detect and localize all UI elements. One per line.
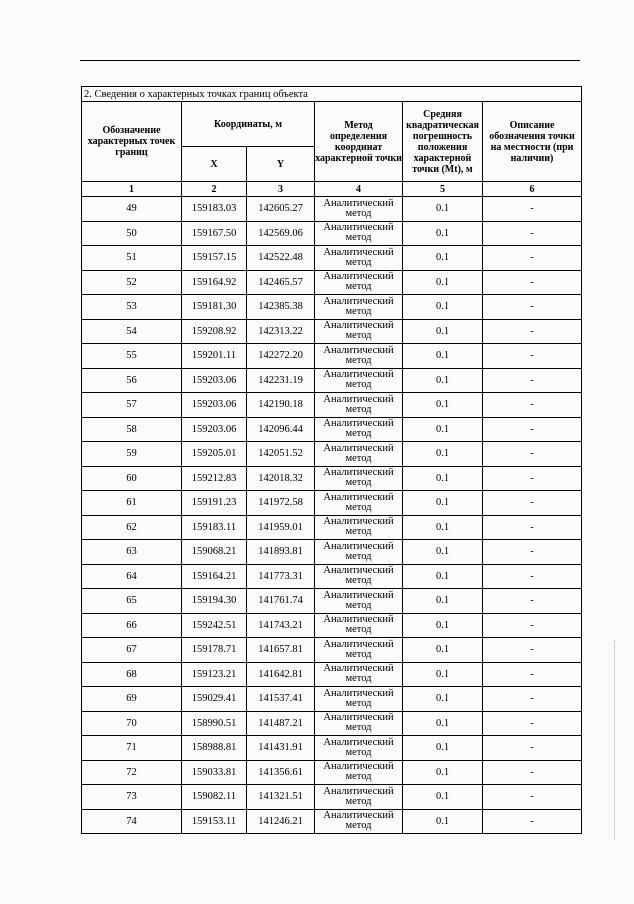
y-coordinate-cell: 142385.38 [247,295,315,320]
header-y: Y [247,147,315,182]
mean-error-cell: 0.1 [403,638,483,663]
method-cell: Аналитический метод [315,638,403,663]
table-row [82,491,582,516]
x-coordinate-cell: 159033.81 [182,760,247,785]
method-cell: Аналитический метод [315,687,403,712]
point-number-cell: 54 [82,319,182,344]
point-number-cell: 69 [82,687,182,712]
point-number-cell: 71 [82,736,182,761]
y-coordinate-cell: 142051.52 [247,442,315,467]
y-coordinate-cell: 142231.19 [247,368,315,393]
x-coordinate-cell: 159183.03 [182,197,247,222]
table-row [82,638,582,663]
header-x: X [182,147,247,182]
description-cell: - [483,417,582,442]
y-coordinate-cell: 142272.20 [247,344,315,369]
column-number: 6 [483,182,582,197]
table-row [82,711,582,736]
x-coordinate-cell: 159082.11 [182,785,247,810]
header-description: Описание обозначения точки на местности (при наличии) [483,102,582,182]
mean-error-cell: 0.1 [403,466,483,491]
y-coordinate-cell: 141356.61 [247,760,315,785]
mean-error-cell: 0.1 [403,662,483,687]
description-cell: - [483,246,582,271]
mean-error-cell: 0.1 [403,687,483,712]
mean-error-cell: 0.1 [403,785,483,810]
method-cell: Аналитический метод [315,589,403,614]
point-number-cell: 64 [82,564,182,589]
x-coordinate-cell: 159208.92 [182,319,247,344]
description-cell: - [483,319,582,344]
point-number-cell: 58 [82,417,182,442]
description-cell: - [483,687,582,712]
method-cell: Аналитический метод [315,613,403,638]
x-coordinate-cell: 158988.81 [182,736,247,761]
table-row [82,319,582,344]
description-cell: - [483,540,582,565]
mean-error-cell: 0.1 [403,540,483,565]
description-cell: - [483,760,582,785]
method-cell: Аналитический метод [315,393,403,418]
description-cell: - [483,515,582,540]
method-cell: Аналитический метод [315,344,403,369]
header-method: Метод определения координат характерной точки [315,102,403,182]
method-cell: Аналитический метод [315,197,403,222]
method-cell: Аналитический метод [315,809,403,834]
description-cell: - [483,711,582,736]
x-coordinate-cell: 159242.51 [182,613,247,638]
table-row [82,564,582,589]
method-cell: Аналитический метод [315,221,403,246]
point-number-cell: 63 [82,540,182,565]
header-coordinates: Координаты, м [182,102,315,147]
mean-error-cell: 0.1 [403,515,483,540]
description-cell: - [483,491,582,516]
table-row [82,613,582,638]
column-number: 2 [182,182,247,197]
y-coordinate-cell: 142465.57 [247,270,315,295]
table-row [82,221,582,246]
mean-error-cell: 0.1 [403,368,483,393]
table-row [82,466,582,491]
point-number-cell: 59 [82,442,182,467]
x-coordinate-cell: 159194.30 [182,589,247,614]
table-row [82,368,582,393]
point-number-cell: 52 [82,270,182,295]
x-coordinate-cell: 159203.06 [182,393,247,418]
point-number-cell: 55 [82,344,182,369]
y-coordinate-cell: 141487.21 [247,711,315,736]
method-cell: Аналитический метод [315,466,403,491]
description-cell: - [483,344,582,369]
y-coordinate-cell: 141537.41 [247,687,315,712]
point-number-cell: 60 [82,466,182,491]
mean-error-cell: 0.1 [403,319,483,344]
method-cell: Аналитический метод [315,491,403,516]
table-row [82,295,582,320]
x-coordinate-cell: 159205.01 [182,442,247,467]
boundary-points-table [81,86,582,834]
y-coordinate-cell: 141431.91 [247,736,315,761]
mean-error-cell: 0.1 [403,442,483,467]
description-cell: - [483,589,582,614]
mean-error-cell: 0.1 [403,809,483,834]
column-number: 5 [403,182,483,197]
description-cell: - [483,785,582,810]
x-coordinate-cell: 159178.71 [182,638,247,663]
method-cell: Аналитический метод [315,246,403,271]
point-number-cell: 74 [82,809,182,834]
description-cell: - [483,613,582,638]
y-coordinate-cell: 142605.27 [247,197,315,222]
column-number: 3 [247,182,315,197]
method-cell: Аналитический метод [315,442,403,467]
x-coordinate-cell: 158990.51 [182,711,247,736]
x-coordinate-cell: 159068.21 [182,540,247,565]
description-cell: - [483,638,582,663]
table-row [82,736,582,761]
header-error: Средняя квадратическая погрешность положения характерной точки (Mt), м [403,102,483,182]
description-cell: - [483,466,582,491]
point-number-cell: 65 [82,589,182,614]
point-number-cell: 61 [82,491,182,516]
y-coordinate-cell: 142018.32 [247,466,315,491]
method-cell: Аналитический метод [315,760,403,785]
mean-error-cell: 0.1 [403,295,483,320]
point-number-cell: 70 [82,711,182,736]
description-cell: - [483,295,582,320]
x-coordinate-cell: 159157.15 [182,246,247,271]
method-cell: Аналитический метод [315,662,403,687]
description-cell: - [483,809,582,834]
table-row [82,785,582,810]
table-row [82,344,582,369]
mean-error-cell: 0.1 [403,417,483,442]
point-number-cell: 57 [82,393,182,418]
method-cell: Аналитический метод [315,736,403,761]
x-coordinate-cell: 159029.41 [182,687,247,712]
mean-error-cell: 0.1 [403,613,483,638]
mean-error-cell: 0.1 [403,589,483,614]
x-coordinate-cell: 159212.83 [182,466,247,491]
y-coordinate-cell: 141321.51 [247,785,315,810]
mean-error-cell: 0.1 [403,393,483,418]
method-cell: Аналитический метод [315,540,403,565]
column-numbers-row [82,182,582,197]
y-coordinate-cell: 141773.31 [247,564,315,589]
table-row [82,442,582,467]
y-coordinate-cell: 141743.21 [247,613,315,638]
x-coordinate-cell: 159203.06 [182,368,247,393]
point-number-cell: 66 [82,613,182,638]
table-row [82,760,582,785]
margin-dots [614,640,615,840]
x-coordinate-cell: 159164.92 [182,270,247,295]
y-coordinate-cell: 141657.81 [247,638,315,663]
point-number-cell: 51 [82,246,182,271]
y-coordinate-cell: 142096.44 [247,417,315,442]
column-number: 4 [315,182,403,197]
method-cell: Аналитический метод [315,295,403,320]
y-coordinate-cell: 142569.06 [247,221,315,246]
mean-error-cell: 0.1 [403,197,483,222]
x-coordinate-cell: 159123.21 [182,662,247,687]
header-point: Обозначение характерных точек границ [82,102,182,182]
table-row [82,589,582,614]
header-row [82,102,582,147]
x-coordinate-cell: 159153.11 [182,809,247,834]
method-cell: Аналитический метод [315,417,403,442]
mean-error-cell: 0.1 [403,711,483,736]
mean-error-cell: 0.1 [403,760,483,785]
x-coordinate-cell: 159183.11 [182,515,247,540]
description-cell: - [483,736,582,761]
table-row [82,687,582,712]
table-row [82,417,582,442]
method-cell: Аналитический метод [315,319,403,344]
mean-error-cell: 0.1 [403,221,483,246]
y-coordinate-cell: 141972.58 [247,491,315,516]
description-cell: - [483,564,582,589]
point-number-cell: 49 [82,197,182,222]
description-cell: - [483,270,582,295]
y-coordinate-cell: 141246.21 [247,809,315,834]
description-cell: - [483,442,582,467]
mean-error-cell: 0.1 [403,736,483,761]
column-number: 1 [82,182,182,197]
mean-error-cell: 0.1 [403,491,483,516]
description-cell: - [483,197,582,222]
table-row [82,662,582,687]
method-cell: Аналитический метод [315,515,403,540]
point-number-cell: 67 [82,638,182,663]
y-coordinate-cell: 141893.81 [247,540,315,565]
point-number-cell: 62 [82,515,182,540]
header-rule [80,60,580,61]
table-row [82,246,582,271]
method-cell: Аналитический метод [315,564,403,589]
y-coordinate-cell: 141761.74 [247,589,315,614]
table-row [82,515,582,540]
x-coordinate-cell: 159201.11 [182,344,247,369]
mean-error-cell: 0.1 [403,344,483,369]
y-coordinate-cell: 141642.81 [247,662,315,687]
point-number-cell: 53 [82,295,182,320]
y-coordinate-cell: 142313.22 [247,319,315,344]
y-coordinate-cell: 141959.01 [247,515,315,540]
mean-error-cell: 0.1 [403,564,483,589]
description-cell: - [483,368,582,393]
point-number-cell: 72 [82,760,182,785]
method-cell: Аналитический метод [315,368,403,393]
description-cell: - [483,662,582,687]
x-coordinate-cell: 159203.06 [182,417,247,442]
point-number-cell: 73 [82,785,182,810]
y-coordinate-cell: 142190.18 [247,393,315,418]
description-cell: - [483,221,582,246]
x-coordinate-cell: 159181.30 [182,295,247,320]
x-coordinate-cell: 159164.21 [182,564,247,589]
point-number-cell: 50 [82,221,182,246]
method-cell: Аналитический метод [315,711,403,736]
x-coordinate-cell: 159191.23 [182,491,247,516]
section-title: 2. Сведения о характерных точках границ объекта [82,87,582,102]
table-row [82,270,582,295]
x-coordinate-cell: 159167.50 [182,221,247,246]
mean-error-cell: 0.1 [403,246,483,271]
mean-error-cell: 0.1 [403,270,483,295]
point-number-cell: 56 [82,368,182,393]
description-cell: - [483,393,582,418]
point-number-cell: 68 [82,662,182,687]
section-title-row [82,87,582,102]
table-row [82,809,582,834]
y-coordinate-cell: 142522.48 [247,246,315,271]
table-row [82,393,582,418]
table-row [82,540,582,565]
method-cell: Аналитический метод [315,270,403,295]
table-row [82,197,582,222]
method-cell: Аналитический метод [315,785,403,810]
